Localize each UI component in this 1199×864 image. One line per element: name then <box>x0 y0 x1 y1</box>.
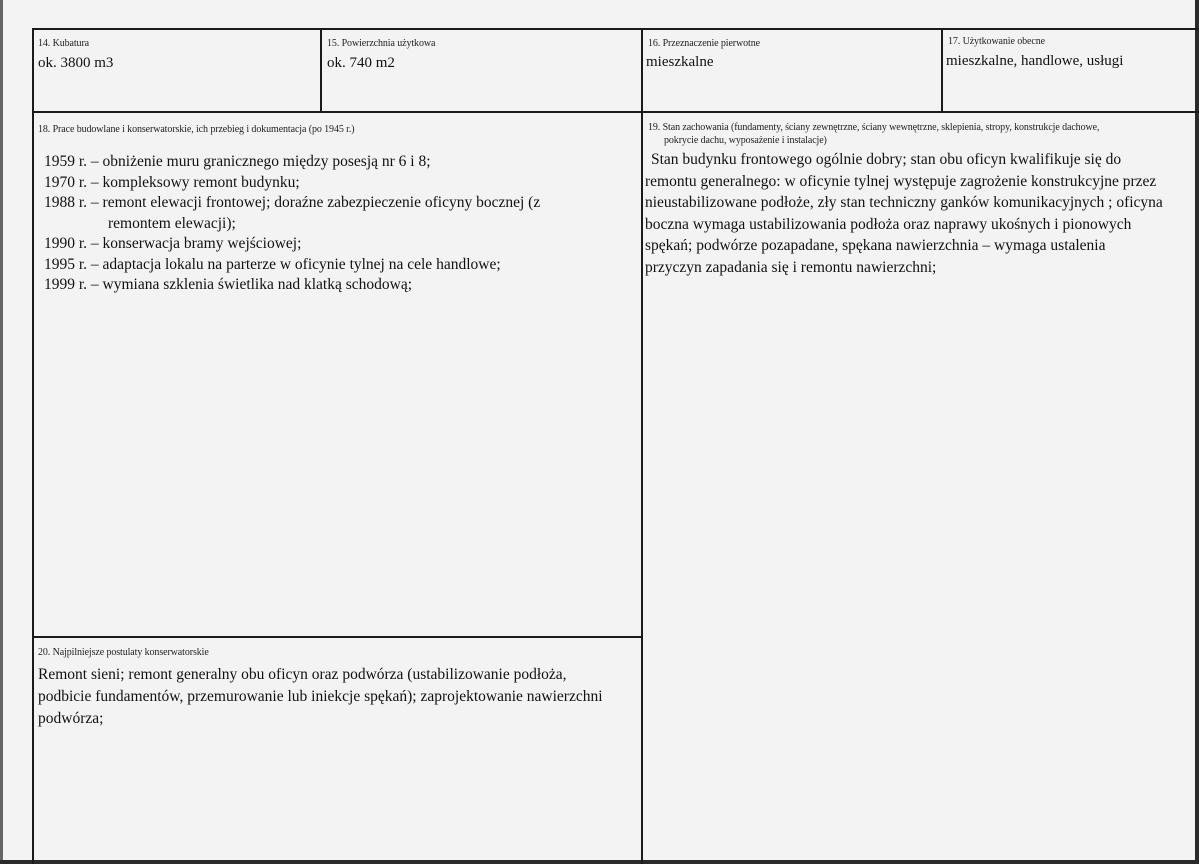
center-rule <box>641 28 643 864</box>
col-divider-16-17 <box>941 28 943 113</box>
work-history-item: 1959 r. – obniżenie muru granicznego między posesją nr 6 i 8; <box>44 153 431 170</box>
bottom-edge <box>0 860 1199 864</box>
field15-value: ok. 740 m2 <box>327 55 395 71</box>
right-edge <box>1195 0 1199 864</box>
condition-text: Stan budynku frontowego ogólnie dobry; stan obu oficyn kwalifikuje się do remontu generalnego: w oficynie tylnej występuje zagrożenie konstrukcyjne przez nieustabilizowane podłoże, zły stan techniczny ganków komunikacyjnych ; oficyna boczna wymaga ustabilizowania podłoża oraz naprawy ukośnych i pionowych spękań; podwórze pozapadane, spękana nawierzchnia – wymaga ustalenia przyczyn zapadania się i remontu nawierzchni; <box>645 151 1163 276</box>
field20-label: 20. Najpilniejsze postulaty konserwatorskie <box>38 647 209 658</box>
left-rule <box>32 28 34 864</box>
postulates-top-rule <box>34 636 642 638</box>
work-history-item: 1995 r. – adaptacja lokalu na parterze w oficynie tylnej na cele handlowe; <box>44 255 501 273</box>
field19-label-cont: pokrycie dachu, wyposażenie i instalacje) <box>664 135 827 146</box>
work-history-item: 1999 r. – wymiana szklenia świetlika nad klatką schodową; <box>44 276 413 293</box>
col-divider-14-15 <box>320 28 322 113</box>
work-history-item: 1988 r. – remont elewacji frontowej; doraźne zabezpieczenie oficyny bocznej (z remontem elewacji); <box>44 194 541 232</box>
field14-value: ok. 3800 m3 <box>38 55 114 71</box>
work-history-item: 1970 r. – kompleksowy remont budynku; <box>44 173 300 191</box>
top-rule <box>32 28 1199 30</box>
field16-label: 16. Przeznaczenie pierwotne <box>648 38 760 49</box>
field14-label: 14. Kubatura <box>38 38 90 49</box>
field18-label: 18. Prace budowlane i konserwatorskie, ich przebieg i dokumentacja (po 1945 r.) <box>38 124 355 135</box>
field16-value: mieszkalne <box>646 54 714 70</box>
work-history-list <box>44 152 540 296</box>
postulates-text: Remont sieni; remont generalny obu oficyn oraz podwórza (ustabilizowanie podłoża, podbicie fundamentów, przemurowanie lub iniekcje spękań); zaprojektowanie nawierzchni podwórza; <box>38 666 603 727</box>
work-history-item: 1990 r. – konserwacja bramy wejściowej; <box>44 235 302 252</box>
left-edge <box>0 0 3 864</box>
field15-label: 15. Powierzchnia użytkowa <box>327 38 436 49</box>
field19-label: 19. Stan zachowania (fundamenty, ściany zewnętrzne, ściany wewnętrzne, sklepienia, stropy, konstrukcje dachowe, <box>648 122 1100 133</box>
row-divider-rule <box>32 111 1199 113</box>
field17-label: 17. Użytkowanie obecne <box>948 36 1045 47</box>
field17-value: mieszkalne, handlowe, usługi <box>946 53 1124 69</box>
